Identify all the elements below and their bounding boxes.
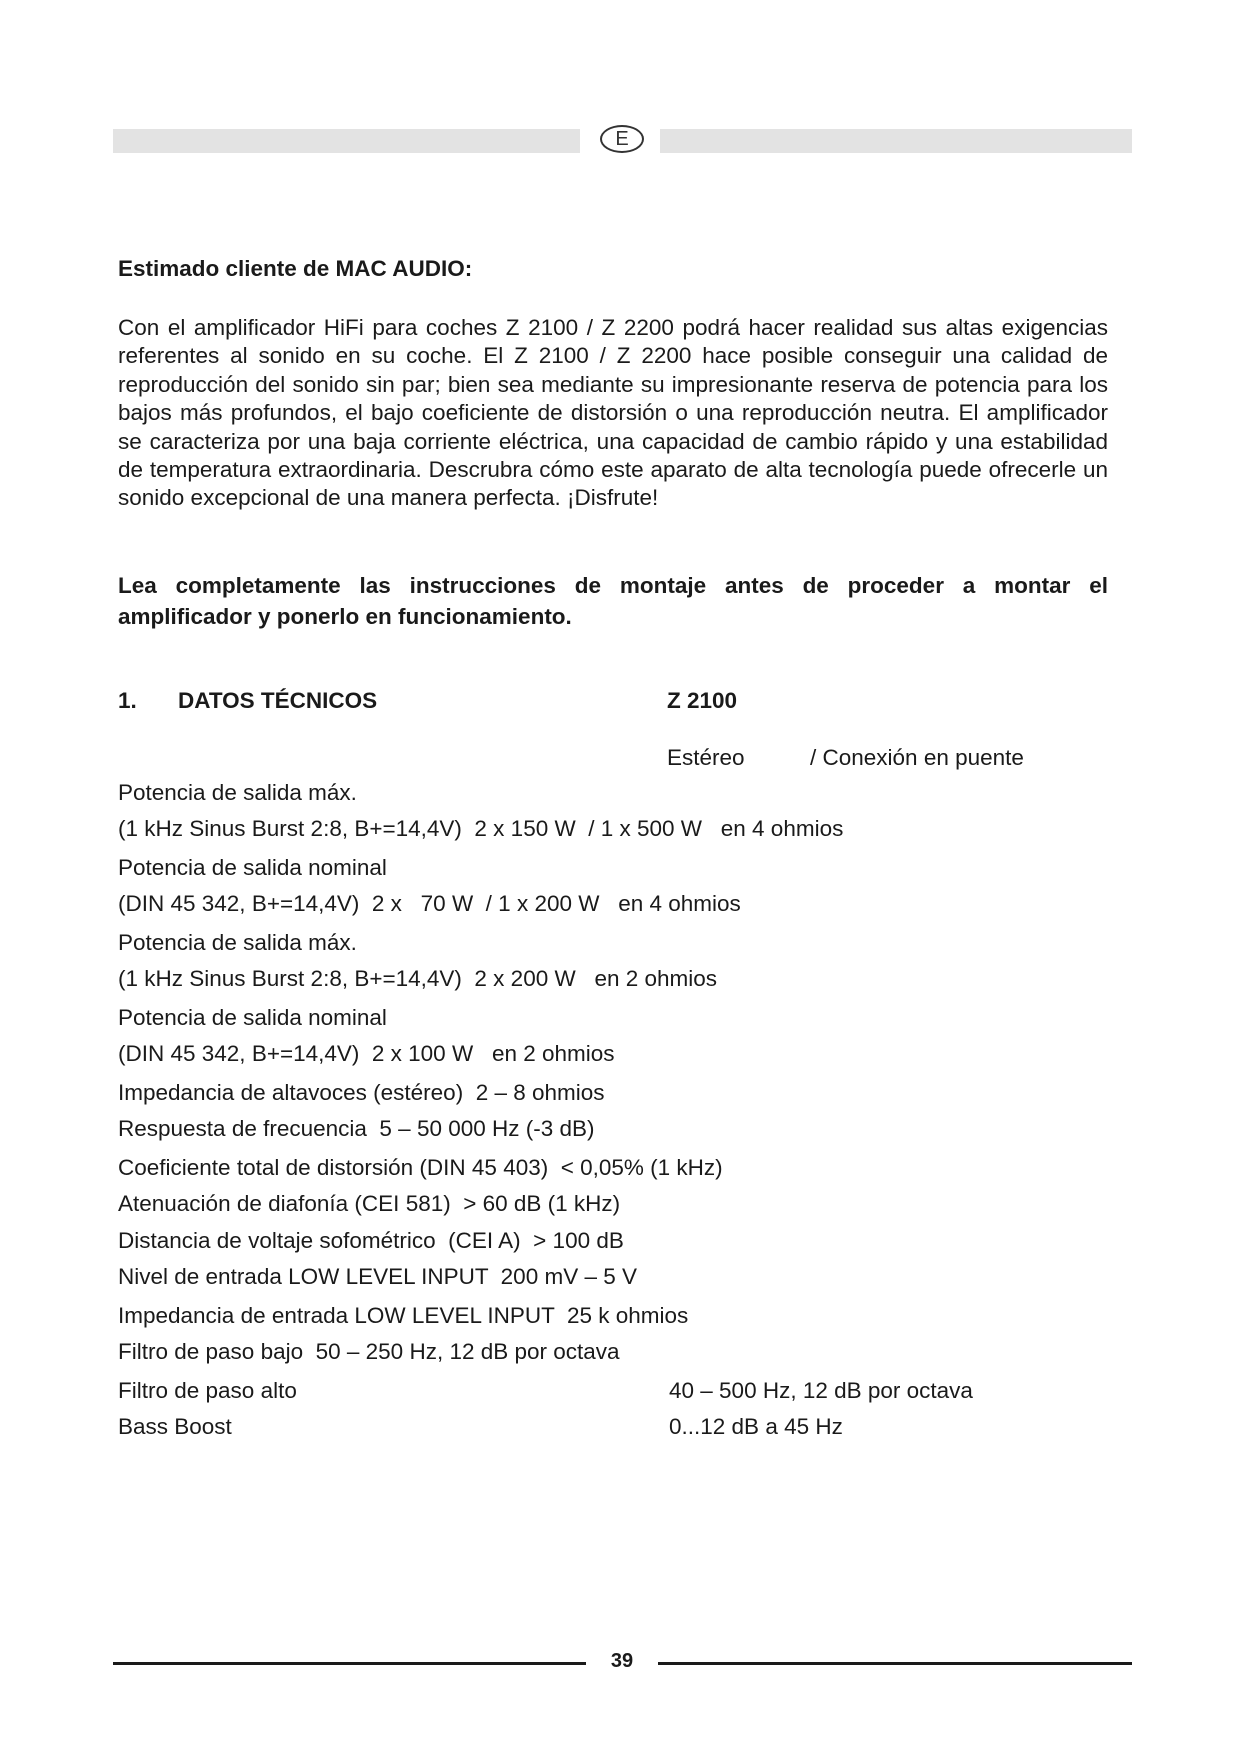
spec-line: Filtro de paso bajo 50 – 250 Hz, 12 dB por octava: [118, 1339, 620, 1364]
spec-label: Bass Boost: [118, 1414, 232, 1439]
spec-value: 40 – 500 Hz, 12 dB por octava: [669, 1378, 973, 1403]
intro-paragraph: Con el amplificador HiFi para coches Z 2100 / Z 2200 podrá hacer realidad sus altas exigencias referentes al sonido en su coche. El Z 2100 / Z 2200 hace posible conseguir una calidad de reproducción del sonido sin par; bien sea mediante su impresionante reserva de potencia para los bajos más profundos, el bajo coeficiente de distorsión o una reproducción neutra. El amplificador se caracteriza por una baja corriente eléctrica, una capacidad de cambio rápido y una estabilidad de temperatura extraordinaria. Descrubra cómo este aparato de alta tecnología puede ofrecerle un sonido excepcional de una manera perfecta. ¡Disfrute!: [118, 315, 1108, 511]
spec-line: Potencia de salida máx.: [118, 930, 357, 955]
spec-label: Filtro de paso alto: [118, 1378, 297, 1403]
footer-rule-left: [113, 1662, 586, 1665]
spec-line: Impedancia de entrada LOW LEVEL INPUT 25 k ohmios: [118, 1303, 689, 1328]
spec-line: Coeficiente total de distorsión (DIN 45 403) < 0,05% (1 kHz): [118, 1155, 723, 1180]
spec-line: Potencia de salida máx.: [118, 780, 357, 805]
spec-line: Respuesta de frecuencia 5 – 50 000 Hz (-3 dB): [118, 1116, 595, 1141]
spec-line: Nivel de entrada LOW LEVEL INPUT 200 mV – 5 V: [118, 1264, 637, 1289]
spec-line: Potencia de salida nominal: [118, 855, 387, 880]
spec-line: Potencia de salida nominal: [118, 1005, 387, 1030]
header-bar-left: [113, 129, 580, 153]
column-stereo: Estéreo: [667, 745, 745, 770]
section-number: 1.: [118, 688, 137, 713]
header-bar-right: [660, 129, 1132, 153]
language-badge: E: [600, 125, 644, 153]
spec-line: Impedancia de altavoces (estéreo) 2 – 8 ohmios: [118, 1080, 605, 1105]
model-name: Z 2100: [667, 688, 738, 713]
spec-line: Atenuación de diafonía (CEI 581) > 60 dB (1 kHz): [118, 1191, 621, 1216]
spec-line: (1 kHz Sinus Burst 2:8, B+=14,4V) 2 x 200 W en 2 ohmios: [118, 966, 718, 991]
spec-line: (DIN 45 342, B+=14,4V) 2 x 70 W / 1 x 200 W en 4 ohmios: [118, 891, 741, 916]
greeting: Estimado cliente de MAC AUDIO:: [118, 256, 473, 281]
section-title: DATOS TÉCNICOS: [178, 688, 378, 713]
column-bridge: / Conexión en puente: [810, 745, 1024, 770]
footer-rule-right: [658, 1662, 1132, 1665]
page-number: 39: [610, 1650, 634, 1672]
spec-line: (1 kHz Sinus Burst 2:8, B+=14,4V) 2 x 150 W / 1 x 500 W en 4 ohmios: [118, 816, 844, 841]
spec-line: (DIN 45 342, B+=14,4V) 2 x 100 W en 2 ohmios: [118, 1041, 615, 1066]
spec-value: 0...12 dB a 45 Hz: [669, 1414, 843, 1439]
spec-line: Distancia de voltaje sofométrico (CEI A) > 100 dB: [118, 1228, 624, 1253]
assembly-warning: Lea completamente las instrucciones de montaje antes de proceder a montar el amplificador y ponerlo en funcionamiento.: [118, 573, 1108, 629]
